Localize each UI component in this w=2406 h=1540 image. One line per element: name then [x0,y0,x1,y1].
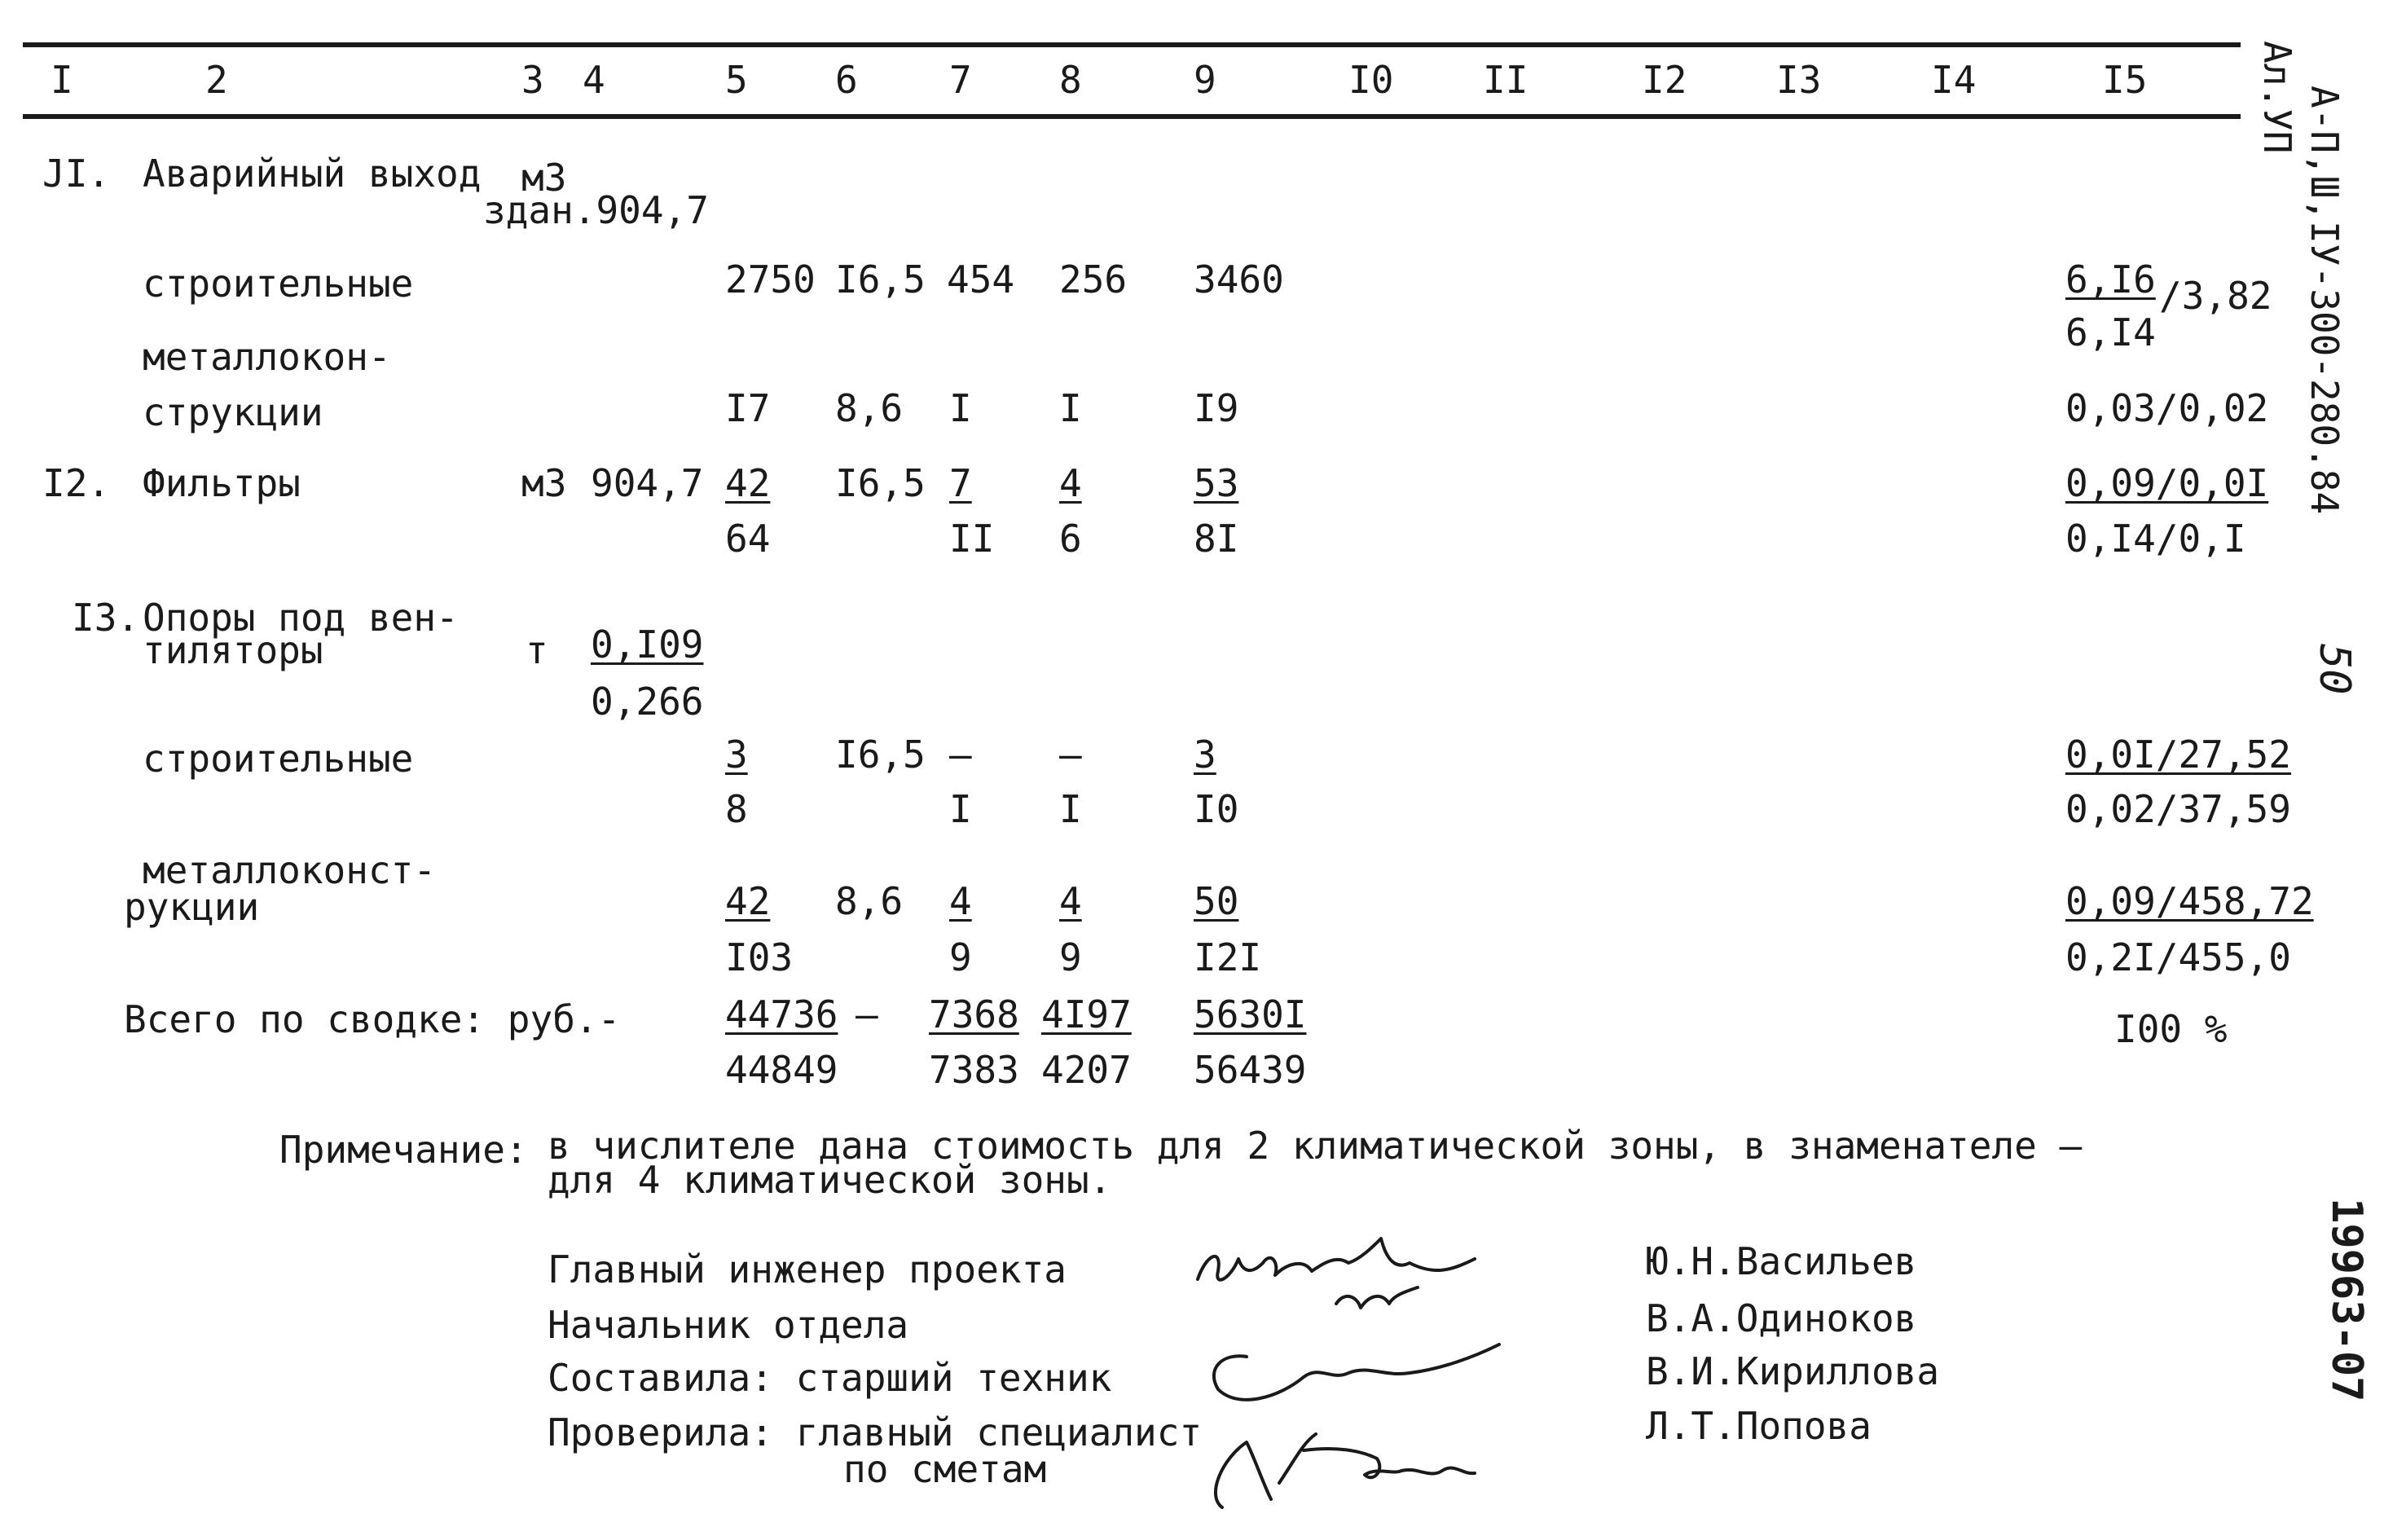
col-10: I0 [1348,58,1394,102]
row-name-line2: тиляторы [143,628,323,672]
signature-role-line2: по сметам [843,1447,1047,1491]
col-15: I5 [2102,58,2148,102]
signature-role: Начальник отдела [548,1303,909,1347]
cell-col15-num: 0,0I/27,52 [2065,733,2291,777]
cell-col15-tail: /3,82 [2159,274,2272,318]
cell-col9-den: I2I [1194,935,1262,979]
col-2: 2 [205,58,228,102]
cell-col9-den: I0 [1194,787,1239,831]
col-7: 7 [949,58,972,102]
row-unit: т [526,628,548,672]
total-col7-den: 7383 [929,1048,1019,1092]
row-name-line1: металлоконст- [143,848,437,892]
cell-col9-num: 50 [1194,879,1239,923]
total-col15: I00 % [2114,1007,2228,1051]
row-name: Аварийный выход [143,152,482,196]
total-col8-den: 4207 [1041,1048,1132,1092]
cell-col15-den: 0,I4/0,I [2065,517,2246,561]
archive-number: 19963-07 [2322,1198,2371,1402]
cell-col5: 2750 [725,257,816,301]
cell-col6: 8,6 [835,386,904,430]
row-number: I3. [72,596,140,640]
cell-col15-den: 0,2I/455,0 [2065,935,2291,979]
cell-col15-num: 0,09/0,0I [2065,461,2269,505]
note-line1: в числителе дана стоимость для 2 климатической зоны, в знаменателе – [548,1124,2083,1168]
cell-col8: 256 [1059,257,1128,301]
total-col6: – [856,992,878,1036]
cell-col9-den: 8I [1194,517,1239,561]
cell-col8: I [1059,386,1082,430]
header-bottom-rule [23,114,2241,119]
row-volume-den: 0,266 [591,680,704,724]
col-14: I4 [1931,58,1977,102]
cell-col8-den: 9 [1059,935,1082,979]
signature-role: Составила: старший техник [548,1356,1112,1400]
row-number: JI. [42,152,111,196]
col-12: I2 [1642,58,1687,102]
page-number: 50 [2310,644,2359,695]
cell-col9-num: 3 [1194,733,1216,777]
cell-col6: I6,5 [835,461,926,505]
header-top-rule [23,42,2241,47]
row-number: I2. [42,461,111,505]
cell-col6: I6,5 [835,733,926,777]
cell-col15-num: 0,09/458,72 [2065,879,2314,923]
cell-col7: I [949,386,972,430]
cell-col15-den: 0,02/37,59 [2065,787,2291,831]
total-col9-den: 56439 [1194,1048,1307,1092]
signature-name: В.А.Одиноков [1646,1296,1917,1340]
cell-col8-den: I [1059,787,1082,831]
cell-col7-den: I [949,787,972,831]
total-col9-num: 5630I [1194,992,1307,1036]
cell-col7-num: – [949,733,972,777]
cell-col5: I7 [725,386,771,430]
cell-col7-den: II [949,517,995,561]
signature-scribble-1 [1198,1239,1475,1280]
cell-col9: 3460 [1194,257,1284,301]
cell-col5-den: 8 [725,787,748,831]
signature-role: Проверила: главный специалист [548,1410,1203,1454]
row-unit: м3 [521,461,567,505]
signature-scribble-2 [1336,1287,1418,1308]
cell-col5-den: 64 [725,517,771,561]
row-unit: м3 [521,156,567,200]
row-name: строительные [143,737,414,781]
total-col8-num: 4I97 [1041,992,1132,1036]
cell-col9: I9 [1194,386,1239,430]
signature-name: В.И.Кириллова [1646,1349,1940,1393]
signature-scribble-3 [1214,1344,1499,1400]
signature-scribble-4 [1216,1434,1475,1507]
col-6: 6 [835,58,858,102]
row-name-line1: Опоры под вен- [143,596,459,640]
signature-name: Л.Т.Попова [1646,1404,1872,1448]
cell-col5-num: 42 [725,461,771,505]
col-5: 5 [725,58,748,102]
total-label: Всего по сводке: руб.- [124,997,621,1041]
col-11: II [1483,58,1528,102]
row-name-line1: металлокон- [143,335,391,379]
document-code: А-П,Ш,IУ-300-280.84 [2303,86,2347,515]
row-name: Фильтры [143,461,301,505]
cell-col6: I6,5 [835,257,926,301]
cell-col8-num: 4 [1059,461,1082,505]
cell-col5-num: 3 [725,733,748,777]
cell-col7-num: 7 [949,461,972,505]
row-volume: 904,7 [591,461,704,505]
row-name: строительные [143,262,414,306]
cell-col6: 8,6 [835,879,904,923]
signature-name: Ю.Н.Васильев [1646,1239,1917,1283]
col-4: 4 [583,58,605,102]
cell-col9-num: 53 [1194,461,1239,505]
handwritten-signatures [1173,1214,1564,1524]
note-label: Примечание: [279,1128,528,1172]
col-8: 8 [1059,58,1082,102]
cell-col8-den: 6 [1059,517,1082,561]
cell-col8-num: – [1059,733,1082,777]
total-col5-num: 44736 [725,992,838,1036]
cell-col7: 454 [947,257,1015,301]
row-volume-num: 0,I09 [591,623,704,667]
cell-col5-num: 42 [725,879,771,923]
col-13: I3 [1776,58,1822,102]
album-label: Ал.УП [2255,41,2299,154]
total-col5-den: 44849 [725,1048,838,1092]
cell-col15-num: 6,I6 [2065,257,2156,301]
row-name-line2: рукции [124,885,260,929]
signature-role: Главный инженер проекта [548,1247,1067,1291]
cell-col15-den: 6,I4 [2065,310,2156,354]
cell-col7-num: 4 [949,879,972,923]
row-name-line2: струкции [143,390,323,434]
col-1: I [51,58,73,102]
cell-col8-num: 4 [1059,879,1082,923]
col-3: 3 [521,58,544,102]
note-line2: для 4 климатической зоны. [548,1158,1112,1202]
col-9: 9 [1194,58,1216,102]
cell-col15: 0,03/0,02 [2065,386,2269,430]
cell-col7-den: 9 [949,935,972,979]
cell-col5-den: I03 [725,935,794,979]
total-col7-num: 7368 [929,992,1019,1036]
row-volume: здан.904,7 [483,188,709,232]
